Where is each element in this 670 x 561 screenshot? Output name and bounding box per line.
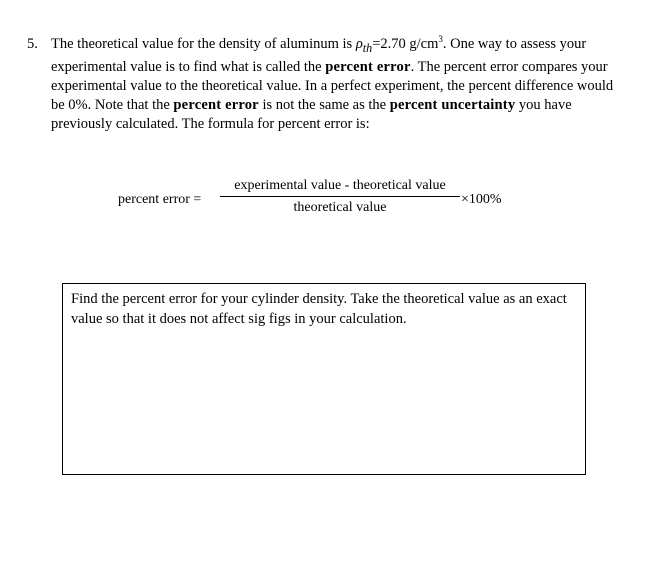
answer-box[interactable] [62,283,586,475]
formula-fraction [220,178,460,216]
term-percent-error: percent error [325,58,411,75]
term-percent-error: percent error [173,96,259,113]
question-text-segment: you have previously calculated. The formula for percent error is: [51,96,572,132]
percent-error-formula [118,178,538,226]
unit-exponent: 3 [438,34,443,45]
formula-numerator: experimental value - theoretical value [234,178,446,193]
formula-denominator: theoretical value [293,200,387,215]
question-number: 5. [27,36,38,52]
answer-prompt: Find the percent error for your cylinder density. Take the theoretical value as an exact value so that it does not affect sig figs in your calculation. [71,291,567,327]
formula-lhs: percent error = [118,192,202,207]
density-subscript: th [362,40,373,55]
density-symbol: ρ [355,36,363,52]
term-percent-uncertainty: percent uncertainty [389,96,516,113]
question-text-segment: is not the same as the [258,96,390,113]
question-text-segment: The theoretical value for the density of aluminum is [51,36,356,52]
question-text-segment: . One way to assess your experimental value is to find what is called the [51,36,587,75]
question-text-segment: =2.70 g/cm [372,36,439,52]
question-5 [27,35,627,134]
question-text [51,35,627,134]
question-text-segment: . The percent error compares your experimental value to the theoretical value. In a perfect experiment, the percent difference would be 0%. Note that the [51,58,614,113]
formula-factor: ×100% [461,192,502,207]
